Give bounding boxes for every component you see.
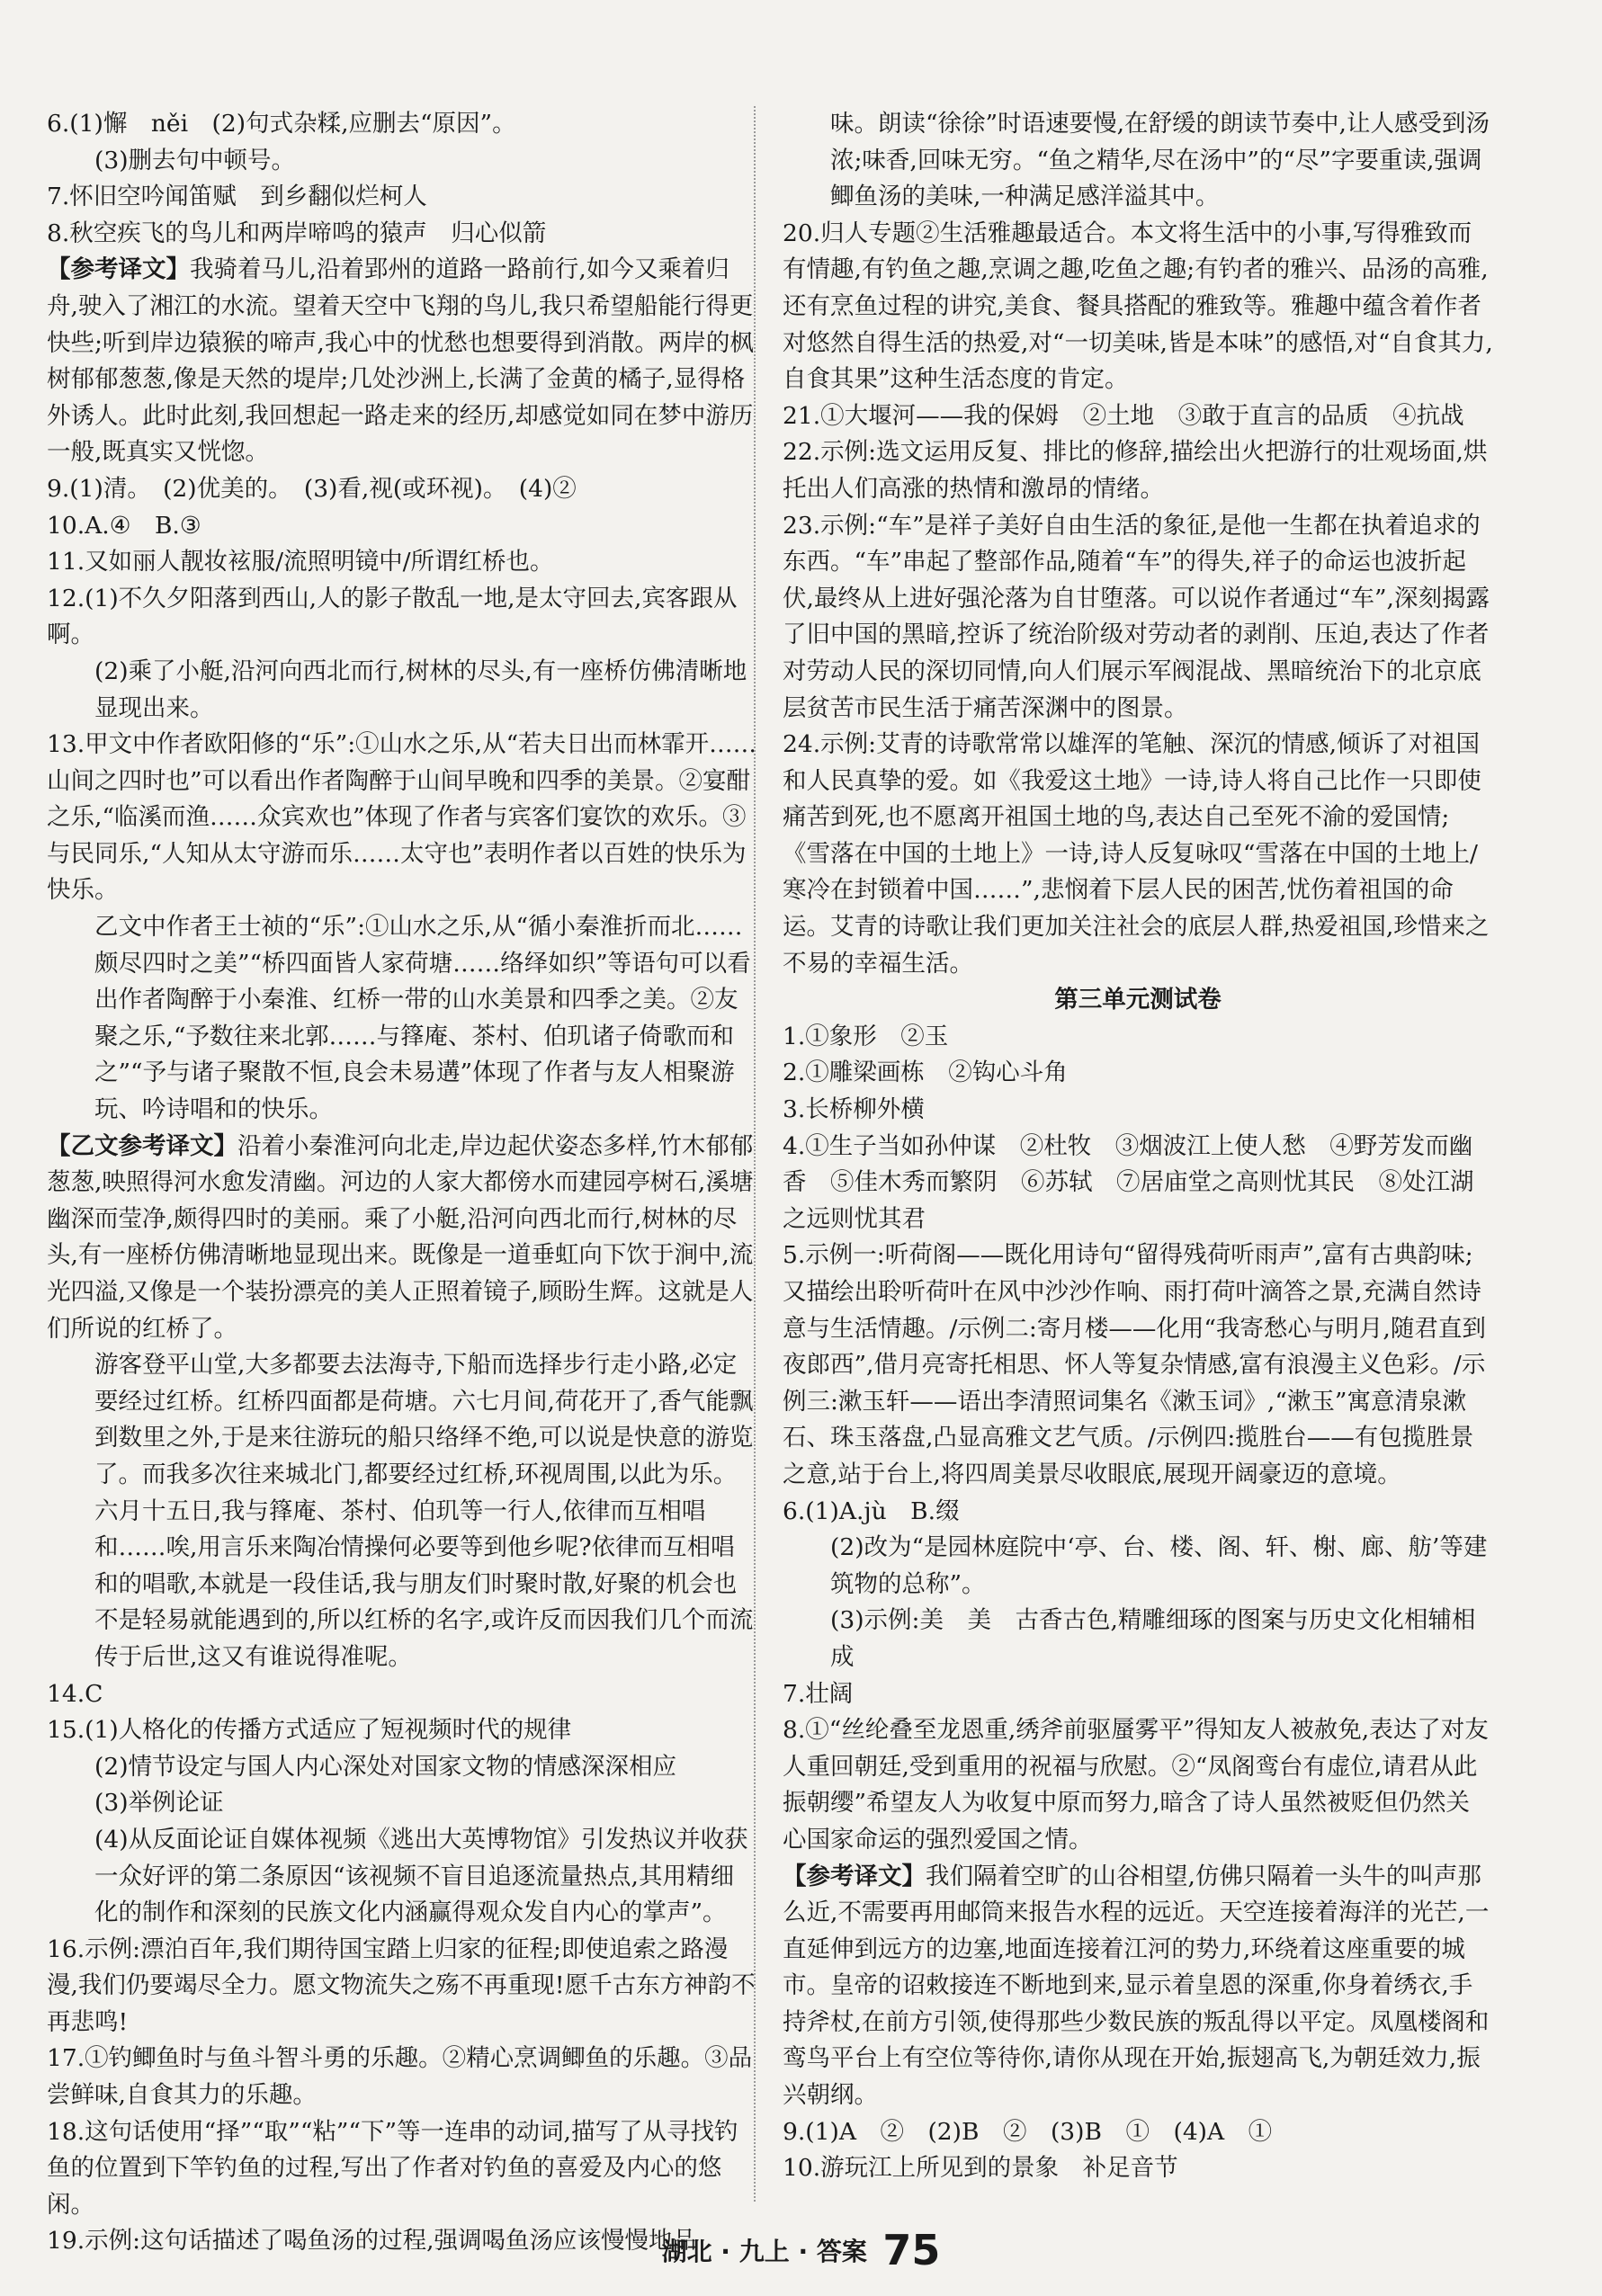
answer-item: 8.①“丝纶叠至龙恩重,绣斧前驱蜃雾平”得知友人被赦免,表达了对友人重回朝廷,受到重用的祝福与欣慰。②“凤阁鸾台有虚位,请君从此振朝缨”希望友人为收复中原而努力,暗含了诗人虽然被贬但仍然关心国家命运的强烈爱国之情。 bbox=[783, 1716, 1489, 1854]
answer-item: 18.这句话使用“择”“取”“粘”“下”等一连串的动词,描写了从寻找钓鱼的位置到下竿钓鱼的过程,写出了作者对钓鱼的喜爱及内心的悠闲。 bbox=[47, 2117, 738, 2219]
translation-text: 沿着小秦淮河向北走,岸边起伏姿态多样,竹木郁郁葱葱,映照得河水愈发清幽。河边的人家大都傍水而建园亭树石,溪塘幽深而莹净,颇得四时的美丽。乘了小艇,沿河向西北而行,树林的尽头,有一座桥仿佛清晰地显现出来。既像是一道垂虹向下饮于涧中,流光四溢,又像是一个装扮漂亮的美人正照着镜子,顾盼生辉。这就是人们所说的红桥了。 bbox=[47, 1131, 754, 1343]
translation-tag: 【参考译文】 bbox=[783, 1862, 926, 1890]
left-column bbox=[47, 106, 757, 2260]
answer-subitem: (3)删去句中顿号。 bbox=[94, 146, 296, 174]
answer-item: 16.示例:漂泊百年,我们期待国宝踏上归家的征程;即使追索之路漫漫,我们仍要竭尽全力。愿文物流失之殇不再重现!愿千古东方神韵不再悲鸣! bbox=[47, 1934, 756, 2036]
page-footer bbox=[0, 2226, 1602, 2274]
answer-item: 4.①生子当如孙仲谋 ②杜牧 ③烟波江上使人愁 ④野芳发而幽香 ⑤佳木秀而繁阴 ⑥苏轼 ⑦居庙堂之高则忧其民 ⑧处江湖之远则忧其君 bbox=[783, 1131, 1474, 1233]
translation-paragraph: 游客登平山堂,大多都要去法海寺,下船而选择步行走小路,必定要经过红桥。红桥四面都是荷塘。六七月间,荷花开了,香气能飘到数里之外,于是来往游玩的船只络绎不绝,可以说是快意的游览了。而我多次往来城北门,都要经过红桥,环视周围,以此为乐。六月十五日,我与箨庵、茶村、伯玑等一行人,依律而互相唱和……唉,用言乐来陶冶情操何必要等到他乡呢?依律而互相唱和的唱歌,本就是一段佳话,我与朋友们时聚时散,好聚的机会也不是轻易就能遇到的,所以红桥的名字,或许反而因我们几个而流传于后世,这又有谁说得准呢。 bbox=[94, 1351, 754, 1671]
answer-item: 3.长桥柳外横 bbox=[783, 1095, 925, 1124]
translation-tag: 【乙文参考译文】 bbox=[47, 1131, 237, 1160]
translation-paragraph bbox=[47, 252, 757, 471]
answer-item: 9.(1)清。 (2)优美的。 (3)看,视(或环视)。 (4)② bbox=[47, 474, 577, 503]
answer-item: 23.示例:“车”是祥子美好自由生活的象征,是他一生都在执着追求的东西。“车”串起了整部作品,随着“车”的得失,祥子的命运也波折起伏,最终从上进好强沦落为自甘堕落。可以说作者通过“车”,深刻揭露了旧中国的黑暗,控诉了统治阶级对劳动者的剥削、压迫,表达了作者对劳动人民的深切同情,向人们展示军阀混战、黑暗统治下的北京底层贫苦市民生活于痛苦深渊中的图景。 bbox=[783, 511, 1490, 722]
translation-tag: 【参考译文】 bbox=[47, 255, 190, 284]
answer-item: 5.示例一:听荷阁——既化用诗句“留得残荷听雨声”,富有古典韵味;又描绘出聆听荷叶在风中沙沙作响、雨打荷叶滴答之景,充满自然诗意与生活情趣。/示例二:寄月楼——化用“我寄愁心与明月,随君直到夜郎西”,借月亮寄托相思、怀人等复杂情感,富有浪漫主义色彩。/示例三:漱玉轩——语出李清照词集名《漱玉词》,“漱玉”寓意清泉漱石、珠玉落盘,凸显高雅文艺气质。/示例四:揽胜台——有包揽胜景之意,站于台上,将四周美景尽收眼底,展现开阔豪迈的意境。 bbox=[783, 1241, 1486, 1488]
translation-paragraph bbox=[47, 1129, 757, 1348]
translation-paragraph bbox=[783, 1859, 1493, 2114]
section-title: 第三单元测试卷 bbox=[1054, 986, 1222, 1014]
column-divider bbox=[754, 106, 756, 2202]
answer-item: 24.示例:艾青的诗歌常常以雄浑的笔触、深沉的情感,倾诉了对祖国和人民真挚的爱。如《我爱这土地》一诗,诗人将自己比作一只即使痛苦到死,也不愿离开祖国土地的鸟,表达自己至死不渝的爱国情;《雪落在中国的土地上》一诗,诗人反复咏叹“雪落在中国的土地上/寒冷在封锁着中国……”,悲悯着下层人民的困苦,忧伤着祖国的命运。艾青的诗歌让我们更加关注社会的底层人群,热爱祖国,珍惜来之不易的幸福生活。 bbox=[783, 730, 1490, 978]
answer-subitem: (2)乘了小艇,沿河向西北而行,树林的尽头,有一座桥仿佛清晰地显现出来。 bbox=[94, 657, 747, 722]
answer-item: 11.又如丽人靓妆袨服/流照明镜中/所谓红桥也。 bbox=[47, 548, 554, 576]
answer-item: 22.示例:选文运用反复、排比的修辞,描绘出火把游行的壮观场面,烘托出人们高涨的热情和激昂的情绪。 bbox=[783, 438, 1488, 503]
answer-item: 1.①象形 ②玉 bbox=[783, 1022, 949, 1050]
answer-item: 9.(1)A ② (2)B ② (3)B ① (4)A ① bbox=[783, 2117, 1273, 2146]
answer-subitem: (2)情节设定与国人内心深处对国家文物的情感深深相应 bbox=[94, 1752, 677, 1781]
answer-item: 6.(1)A.jù B.缀 bbox=[783, 1496, 960, 1525]
answer-item: 19.示例:这句话描述了喝鱼汤的过程,强调喝鱼汤应该慢慢地品 bbox=[47, 2227, 696, 2256]
page-number: 75 bbox=[882, 2226, 941, 2274]
answer-subitem: (3)举例论证 bbox=[94, 1789, 224, 1818]
answer-item: 6.(1)懈 něi (2)句式杂糅,应删去“原因”。 bbox=[47, 110, 516, 138]
answer-subitem: (3)示例:美 美 古香古色,精雕细琢的图案与历史文化相辅相成 bbox=[830, 1606, 1476, 1671]
translation-text: 我骑着马儿,沿着郢州的道路一路前行,如今又乘着归舟,驶入了湘江的水流。望着天空中飞翔的鸟儿,我只希望船能行得更快些;听到岸边猿猴的啼声,我心中的忧愁也想要得到消散。两岸的枫树郁郁葱葱,像是天然的堤岸;几处沙洲上,长满了金黄的橘子,显得格外诱人。此时此刻,我回想起一路走来的经历,却感觉如同在梦中游历一般,既真实又恍惚。 bbox=[47, 255, 754, 467]
answer-subitem: (4)从反面论证自媒体视频《逃出大英博物馆》引发热议并收获一众好评的第二条原因“该视频不盲目追逐流量热点,其用精细化的制作和深刻的民族文化内涵赢得观众发自内心的掌声”。 bbox=[94, 1825, 748, 1927]
answer-item: 10.游玩江上所见到的景象 补足音节 bbox=[783, 2154, 1178, 2183]
answer-item: 14.C bbox=[47, 1679, 103, 1708]
answer-item: 13.甲文中作者欧阳修的“乐”:①山水之乐,从“若夫日出而林霏开……山间之四时也”可以看出作者陶醉于山间早晚和四季的美景。②宴酣之乐,“临溪而渔……众宾欢也”体现了作者与宾客们宴饮的欢乐。③与民同乐,“人知从太守游而乐……太守也”表明作者以百姓的快乐为快乐。 bbox=[47, 730, 757, 905]
answer-subitem: 味。朗读“徐徐”时语速要慢,在舒缓的朗读节奏中,让人感受到汤浓;味香,回味无穷。“鱼之精华,尽在汤中”的“尽”字要重读,强调鲫鱼汤的美味,一种满足感洋溢其中。 bbox=[830, 110, 1490, 211]
answer-item: 17.①钓鲫鱼时与鱼斗智斗勇的乐趣。②精心烹调鲫鱼的乐趣。③品尝鲜味,自食其力的乐趣。 bbox=[47, 2044, 753, 2110]
answer-item: 15.(1)人格化的传播方式适应了短视频时代的规律 bbox=[47, 1716, 572, 1745]
answer-item: 21.①大堰河——我的保姆 ②土地 ③敢于直言的品质 ④抗战 bbox=[783, 401, 1464, 430]
answer-item: 12.(1)不久夕阳落到西山,人的影子散乱一地,是太守回去,宾客跟从啊。 bbox=[47, 584, 738, 649]
answer-item: 20.归人专题②生活雅趣最适合。本文将生活中的小事,写得雅致而有情趣,有钓鱼之趣,烹调之趣,吃鱼之趣;有钓者的雅兴、品汤的高雅,还有烹鱼过程的讲究,美食、餐具搭配的雅致等。雅趣中蕴含着作者对悠然自得生活的热爱,对“一切美味,皆是本味”的感悟,对“自食其力,自食其果”这种生活态度的肯定。 bbox=[783, 219, 1493, 394]
translation-text: 我们隔着空旷的山谷相望,仿佛只隔着一头牛的叫声那么近,不需要再用邮筒来报告水程的远近。天空连接着海洋的光芒,一直延伸到远方的边塞,地面连接着江河的势力,环绕着这座重要的城市。皇帝的诏敕接连不断地到来,显示着皇恩的深重,你身着绣衣,手持斧杖,在前方引领,使得那些少数民族的叛乱得以平定。凤凰楼阁和鸾鸟平台上有空位等待你,请你从现在开始,振翅高飞,为朝廷效力,振兴朝纲。 bbox=[783, 1862, 1490, 2110]
answer-subitem: 乙文中作者王士祯的“乐”:①山水之乐,从“循小秦淮折而北……颇尽四时之美”“桥四面皆人家荷塘……络绎如织”等语句可以看出作者陶醉于小秦淮、红桥一带的山水美景和四季之美。②友聚之乐,“予数往来北郭……与箨庵、茶村、伯玑诸子倚歌而和之”“予与诸子聚散不恒,良会未易遘”体现了作者与友人相聚游玩、吟诗唱和的快乐。 bbox=[94, 913, 751, 1124]
answer-subitem: (2)改为“是园林庭院中‘亭、台、楼、阁、轩、榭、廊、舫’等建筑物的总称”。 bbox=[830, 1533, 1488, 1598]
answer-item: 8.秋空疾飞的鸟儿和两岸啼鸣的猿声 归心似箭 bbox=[47, 219, 547, 247]
answer-item: 2.①雕梁画栋 ②钩心斗角 bbox=[783, 1059, 1068, 1087]
answer-item: 7.怀旧空吟闻笛赋 到乡翻似烂柯人 bbox=[47, 183, 427, 211]
answer-item: 7.壮阔 bbox=[783, 1679, 854, 1708]
right-column bbox=[783, 106, 1493, 2187]
answer-item: 10.A.④ B.③ bbox=[47, 511, 201, 540]
footer-label: 湖北 · 九上 · 答案 bbox=[661, 2237, 867, 2266]
